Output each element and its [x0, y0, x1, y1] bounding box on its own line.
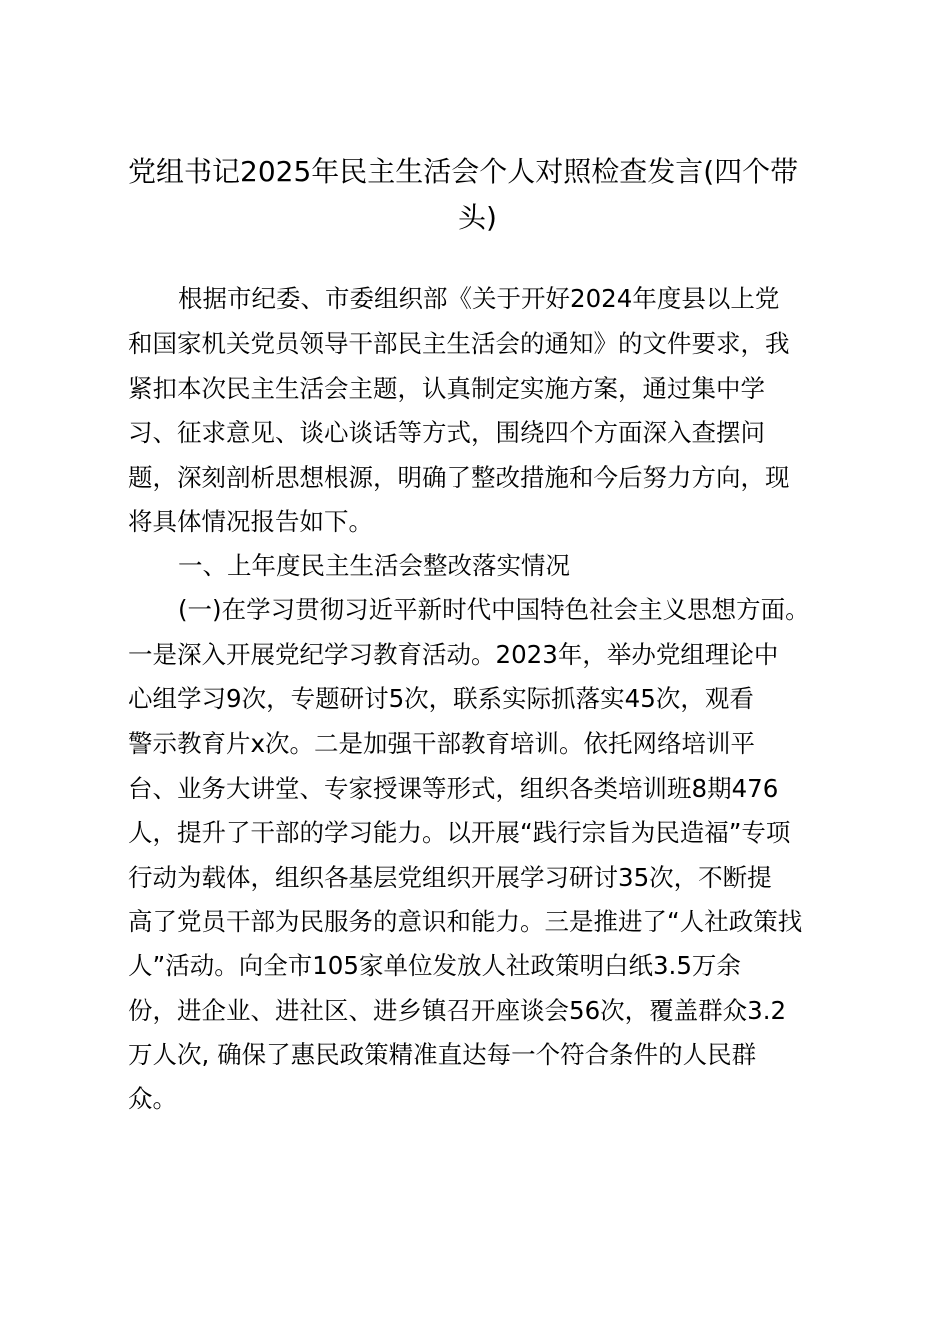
paragraph-line: 和国家机关党员领导干部民主生活会的通知》的文件要求，我: [128, 329, 790, 358]
paragraph-line: 一是深入开展党纪学习教育活动。2023年，举办党组理论中: [128, 640, 779, 669]
paragraph-line: 人”活动。向全市105家单位发放人社政策明白纸3.5万余: [128, 951, 741, 980]
subsection-heading: (一)在学习贯彻习近平新时代中国特色社会主义思想方面。: [178, 595, 810, 624]
paragraph-line: 警示教育片x次。二是加强干部教育培训。依托网络培训平: [128, 729, 755, 758]
paragraph-line: 高了党员干部为民服务的意识和能力。三是推进了“人社政策找: [128, 907, 803, 936]
paragraph-line: 将具体情况报告如下。: [128, 507, 373, 536]
paragraph-line: 份，进企业、进社区、进乡镇召开座谈会56次，覆盖群众3.2: [128, 996, 787, 1025]
paragraph-line: 紧扣本次民主生活会主题，认真制定实施方案，通过集中学: [128, 374, 765, 403]
paragraph-line: 根据市纪委、市委组织部《关于开好2024年度县以上党: [178, 284, 780, 313]
document-title-line-2: 头): [458, 201, 497, 234]
paragraph-line: 心组学习9次，专题研讨5次，联系实际抓落实45次，观看: [128, 684, 754, 713]
paragraph-line: 台、业务大讲堂、专家授课等形式，组织各类培训班8期476: [128, 774, 779, 803]
section-heading: 一、上年度民主生活会整改落实情况: [178, 551, 570, 580]
paragraph-line: 众。: [128, 1084, 177, 1113]
paragraph-line: 人，提升了干部的学习能力。以开展“践行宗旨为民造福”专项: [128, 818, 791, 847]
paragraph-line: 题，深刻剖析思想根源，明确了整改措施和今后努力方向，现: [128, 463, 790, 492]
paragraph-line: 万人次, 确保了惠民政策精准直达每一个符合条件的人民群: [128, 1040, 757, 1069]
document-title-line-1: 党组书记2025年民主生活会个人对照检查发言(四个带: [128, 155, 799, 188]
paragraph-line: 行动为载体，组织各基层党组织开展学习研讨35次，不断提: [128, 863, 772, 892]
paragraph-line: 习、征求意见、谈心谈话等方式，围绕四个方面深入查摆问: [128, 418, 765, 447]
